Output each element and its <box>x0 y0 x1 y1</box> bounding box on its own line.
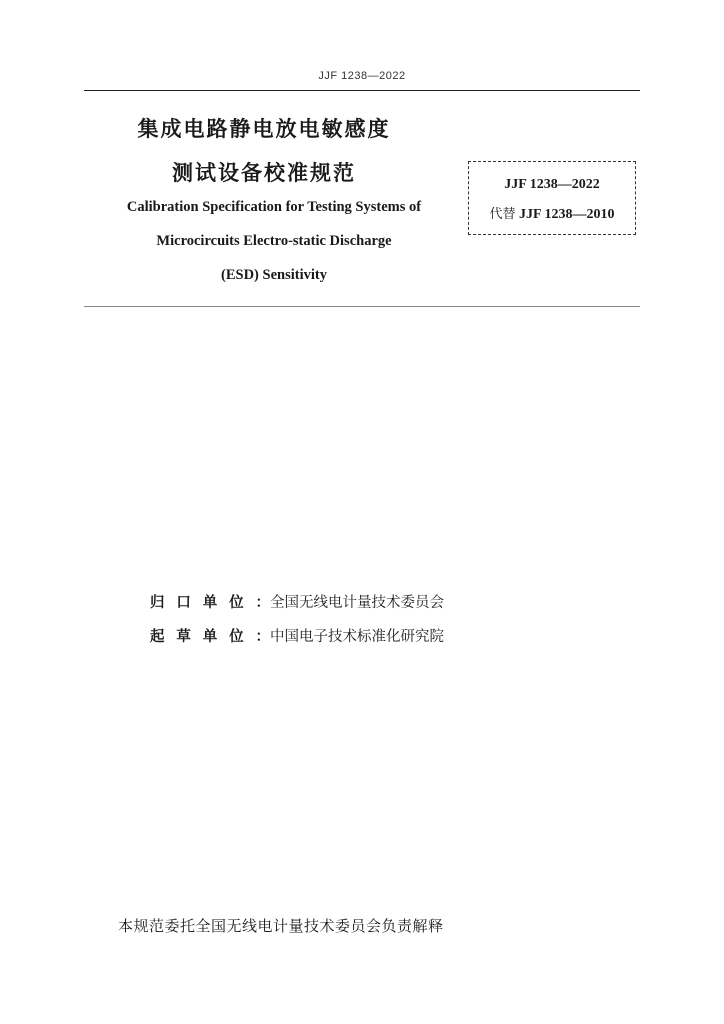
drafting-unit-row <box>150 625 444 646</box>
drafting-unit-label: 起草单位： <box>150 629 270 645</box>
title-en-line2: Microcircuits Electro-static Discharge <box>156 233 392 249</box>
standard-code-box <box>468 161 636 235</box>
responsible-unit-row <box>150 591 444 612</box>
drafting-unit-value: 中国电子技术标准化研究院 <box>270 629 444 645</box>
title-en-line1: Calibration Specification for Testing Systems of <box>126 199 422 215</box>
responsible-unit-label: 归口单位： <box>150 595 270 611</box>
footer-note: 本规范委托全国无线电计量技术委员会负责解释 <box>118 917 444 935</box>
replaces-prefix: 代替 <box>489 207 516 222</box>
title-en-line3: (ESD) Sensitivity <box>221 267 327 283</box>
replaces-line <box>469 203 635 223</box>
header-doc-code: JJF 1238—2022 <box>318 70 406 82</box>
standard-code: JJF 1238—2022 <box>504 177 600 192</box>
section-divider <box>84 306 640 307</box>
replaces-code: JJF 1238—2010 <box>518 207 615 222</box>
title-cn-line1: 集成电路静电放电敏感度 <box>137 117 391 141</box>
responsible-unit-value: 全国无线电计量技术委员会 <box>270 595 444 611</box>
header-rule <box>84 90 640 91</box>
title-cn-line2: 测试设备校准规范 <box>172 161 356 185</box>
